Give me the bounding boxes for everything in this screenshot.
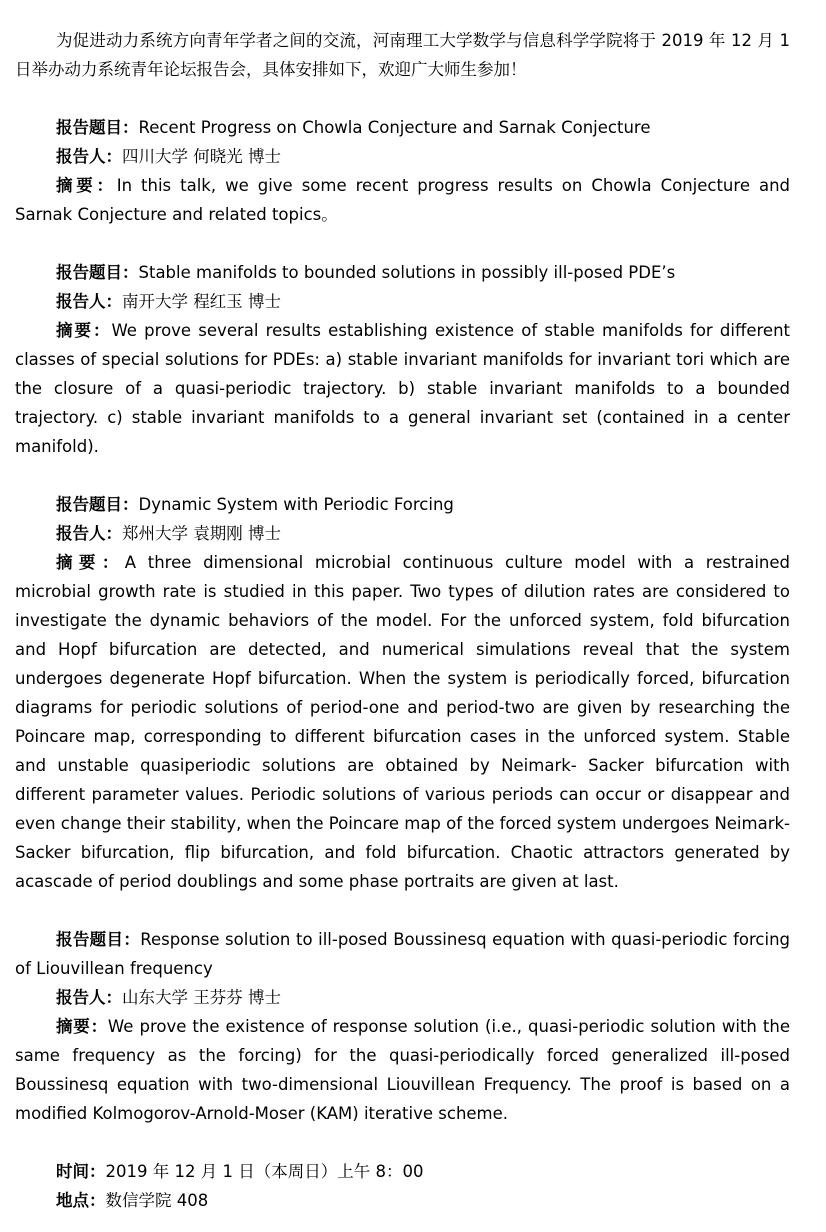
talk-abstract-line bbox=[15, 171, 790, 229]
abstract-label: 摘要： bbox=[56, 321, 112, 340]
talk-abstract: In this talk, we give some recent progress results on Chowla Conjecture and Sarnak Conjecture and related topics。 bbox=[15, 176, 790, 224]
speaker-label: 报告人： bbox=[56, 147, 122, 166]
talk-title-line bbox=[15, 490, 790, 519]
title-label: 报告题目： bbox=[56, 263, 139, 282]
abstract-label: 摘要： bbox=[56, 1017, 108, 1036]
event-place: 数信学院 408 bbox=[105, 1191, 209, 1210]
talk-abstract-line bbox=[15, 548, 790, 896]
talk-speaker: 山东大学 王芬芬 博士 bbox=[122, 988, 281, 1007]
speaker-label: 报告人： bbox=[56, 524, 122, 543]
talk-3 bbox=[15, 490, 790, 896]
talk-speaker-line bbox=[15, 983, 790, 1012]
talk-4 bbox=[15, 925, 790, 1128]
talk-title-line bbox=[15, 925, 790, 983]
talk-1 bbox=[15, 113, 790, 229]
abstract-label: 摘要： bbox=[56, 176, 117, 195]
event-time: 2019 年 12 月 1 日（本周日）上午 8：00 bbox=[105, 1162, 424, 1181]
title-label: 报告题目： bbox=[56, 495, 139, 514]
talk-title-line bbox=[15, 113, 790, 142]
intro-paragraph: 为促进动力系统方向青年学者之间的交流，河南理工大学数学与信息科学学院将于 2019 年 12 月 1 日举办动力系统青年论坛报告会，具体安排如下，欢迎广大师生参加！ bbox=[15, 31, 790, 79]
time-label: 时间： bbox=[56, 1162, 106, 1181]
speaker-label: 报告人： bbox=[56, 988, 122, 1007]
place-label: 地点： bbox=[56, 1191, 106, 1210]
talk-speaker-line bbox=[15, 519, 790, 548]
talk-title-line bbox=[15, 258, 790, 287]
place-line bbox=[15, 1186, 790, 1215]
talk-title: Stable manifolds to bounded solutions in possibly ill-posed PDE’s bbox=[138, 263, 676, 282]
talk-abstract: A three dimensional microbial continuous culture model with a restrained microbial growth rate is studied in this paper. Two types of dilution rates are considered to investigate the dynamic behaviors of the model. For the unforced system, fold bifurcation and Hopf bifurcation are detected, and numerical simulations reveal that the system undergoes degenerate Hopf bifurcation. When the system is periodically forced, bifurcation diagrams for periodic solutions of period-one and period-two are given by researching the Poincare map, corresponding to different bifurcation cases in the unforced system. Stable and unstable quasiperiodic solutions are obtained by Neimark- Sacker bifurcation with different parameter values. Periodic solutions of various periods can occur or disappear and even change their stability, when the Poincare map of the forced system undergoes Neimark-Sacker bifurcation, flip bifurcation, and fold bifurcation. Chaotic attractors generated by acascade of period doublings and some phase portraits are given at last. bbox=[15, 553, 791, 891]
talk-title: Dynamic System with Periodic Forcing bbox=[138, 495, 454, 514]
abstract-label: 摘要： bbox=[56, 553, 125, 572]
talk-title: Recent Progress on Chowla Conjecture and Sarnak Conjecture bbox=[138, 118, 651, 137]
talk-speaker: 郑州大学 袁期刚 博士 bbox=[122, 524, 281, 543]
talk-speaker-line bbox=[15, 287, 790, 316]
talk-abstract: We prove the existence of response solution (i.e., quasi-periodic solution with the same frequency as the forcing) for the quasi-periodically forced generalized ill-posed Boussinesq equation with two-dimensional Liouvillean Frequency. The proof is based on a modified Kolmogorov-Arnold-Moser (KAM) iterative scheme. bbox=[15, 1017, 790, 1123]
talk-2 bbox=[15, 258, 790, 461]
talk-speaker: 南开大学 程红玉 博士 bbox=[122, 292, 281, 311]
talk-abstract-line bbox=[15, 1012, 790, 1128]
talk-speaker: 四川大学 何晓光 博士 bbox=[122, 147, 281, 166]
talk-speaker-line bbox=[15, 142, 790, 171]
title-label: 报告题目： bbox=[56, 930, 141, 949]
speaker-label: 报告人： bbox=[56, 292, 122, 311]
time-line bbox=[15, 1157, 790, 1186]
talk-title: Response solution to ill-posed Boussinesq equation with quasi-periodic forcing of Liouvillean frequency bbox=[15, 930, 791, 978]
event-details bbox=[15, 1157, 790, 1215]
title-label: 报告题目： bbox=[56, 118, 139, 137]
talk-abstract-line bbox=[15, 316, 790, 461]
talk-abstract: We prove several results establishing existence of stable manifolds for different classes of special solutions for PDEs: a) stable invariant manifolds for invariant tori which are the closure of a quasi-periodic trajectory. b) stable invariant manifolds to a bounded trajectory. c) stable invariant manifolds to a general invariant set (contained in a center manifold). bbox=[15, 321, 791, 456]
